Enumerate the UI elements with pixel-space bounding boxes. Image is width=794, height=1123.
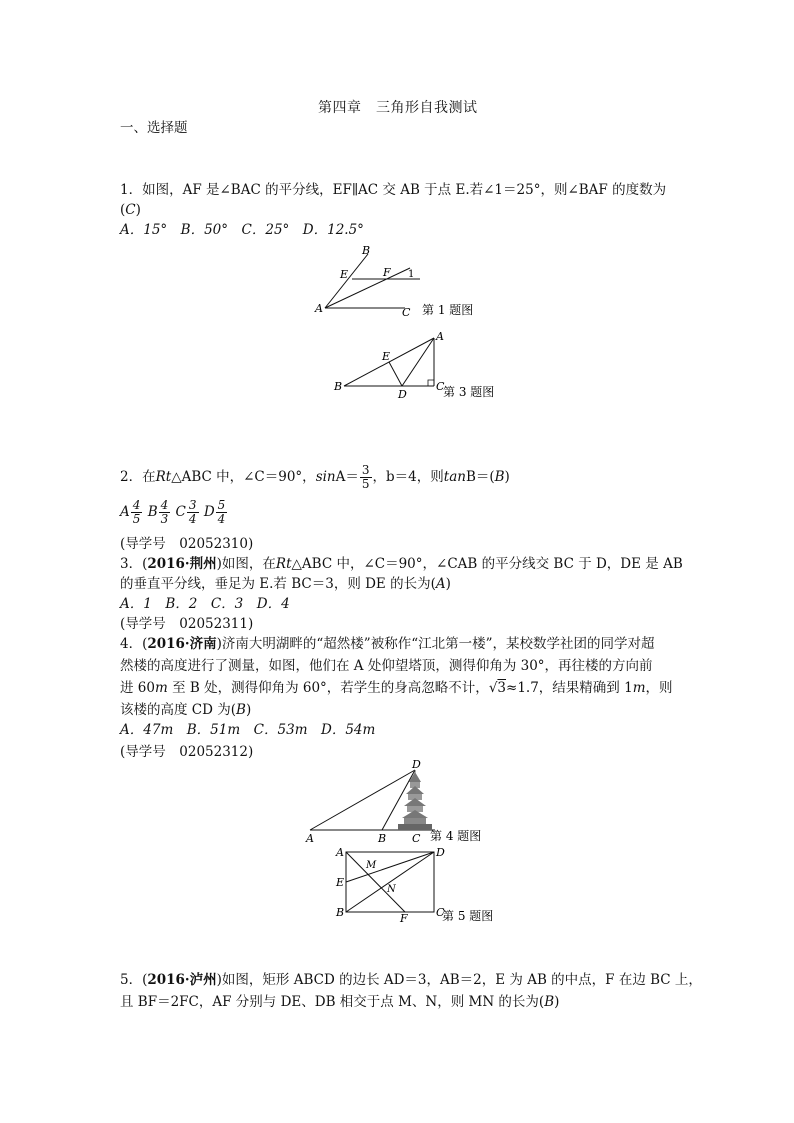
fig3-label-c: C	[436, 380, 445, 393]
fig3-caption: 第 3 题图	[443, 385, 495, 399]
fig1-line-ab	[325, 254, 368, 308]
fig5-label-n: N	[387, 884, 396, 895]
fig5-label-c: C	[436, 906, 445, 919]
fig4-label-d: D	[412, 758, 421, 771]
q2-option-d: D $\frac{5}{4}$	[203, 498, 226, 526]
q1-line1: 1．如图，AF 是∠BAC 的平分线，EF∥AC 交 AB 于点 E.若∠1＝25°，则∠BAF 的度数为	[120, 182, 667, 198]
fig4-caption: 第 4 题图	[430, 829, 482, 843]
figure-q4	[300, 758, 500, 846]
q2-option-b: B $\frac{4}{3}$	[147, 498, 169, 526]
fig4-label-a: A	[306, 832, 314, 845]
fig5-label-b: B	[336, 906, 345, 919]
q4-guide-number: (导学号 02052312)	[120, 744, 254, 760]
fig1-label-e: E	[340, 268, 349, 281]
q2-sin-fraction: $\frac{3}{5}$	[361, 463, 370, 491]
q3-line2: 的垂直平分线，垂足为 E.若 BC＝3，则 DE 的长为(A)	[120, 576, 451, 592]
q3-guide-number: (导学号 02052311)	[120, 616, 254, 632]
q4-line2: 然楼的高度进行了测量，如图，他们在 A 处仰望塔顶，测得仰角为 30°，再往楼的方向前	[120, 658, 653, 674]
fig5-line-de	[346, 852, 434, 882]
pagoda-icon	[398, 770, 432, 830]
fig5-caption: 第 5 题图	[442, 909, 494, 923]
fig3-label-b: B	[334, 380, 343, 393]
q2-line1: 2．在Rt△ABC 中，∠C＝90°，sinA＝ $\frac{3}{5}$ ，b＝4，则tanB＝(B)	[120, 463, 510, 491]
section-heading: 一、选择题	[120, 120, 188, 136]
fig3-label-d: D	[398, 388, 407, 401]
q5-line1: 5．(2016·泸州)如图，矩形 ABCD 的边长 AD＝3，AB＝2，E 为 AB 的中点，F 在边 BC 上，	[120, 972, 702, 988]
fig5-label-e: E	[336, 876, 345, 889]
page-title: 第四章 三角形自我测试	[318, 100, 478, 116]
q1-options: A．15° B．50° C．25° D．12.5°	[120, 222, 364, 238]
fig4-sightline-a	[310, 770, 415, 830]
figure-q5	[330, 844, 510, 924]
fig1-label-angle1: 1	[408, 269, 415, 280]
q1-answer: (C)	[120, 202, 141, 218]
q2-option-c: C $\frac{3}{4}$	[175, 498, 197, 526]
fig3-label-a: A	[436, 330, 444, 343]
fig3-line-ed	[389, 362, 402, 386]
q5-line2: 且 BF＝2FC，AF 分别与 DE、DB 相交于点 M、N，则 MN 的长为(B)	[120, 994, 560, 1010]
fig1-label-b: B	[362, 244, 371, 257]
fig1-caption: 第 1 题图	[422, 303, 474, 317]
fig4-label-b: B	[378, 832, 387, 845]
fig3-line-ad	[402, 338, 434, 386]
q4-line4: 该楼的高度 CD 为(B)	[120, 702, 252, 718]
q3-options: A．1 B．2 C．3 D．4	[120, 596, 290, 612]
fig4-label-c: C	[412, 832, 421, 845]
fig5-line-db	[346, 852, 434, 912]
q4-options: A．47m B．51m C．53m D．54m	[120, 722, 376, 738]
fig5-label-a: A	[336, 846, 344, 859]
q2-guide-number: (导学号 02052310)	[120, 536, 254, 552]
fig1-label-f: F	[383, 266, 391, 279]
q2-option-a: A $\frac{4}{5}$	[120, 498, 141, 526]
figure-q3	[330, 330, 510, 402]
fig5-label-f: F	[400, 912, 408, 924]
q4-line3: 进 60m 至 B 处，测得仰角为 60°，若学生的身高忽略不计，√3≈1.7，结果精确到 1m，则	[120, 680, 673, 696]
q2-options	[120, 496, 228, 528]
fig3-right-angle	[428, 380, 434, 386]
fig3-label-e: E	[382, 350, 391, 363]
fig1-label-a: A	[315, 302, 323, 315]
fig1-line-af	[325, 268, 410, 308]
fig5-label-m: M	[366, 860, 377, 871]
fig5-label-d: D	[436, 846, 445, 859]
figure-q1	[310, 240, 490, 320]
q3-line1: 3．(2016·荆州)如图，在Rt△ABC 中，∠C＝90°，∠CAB 的平分线交 BC 于 D，DE 是 AB	[120, 556, 683, 572]
fig1-label-c: C	[402, 306, 411, 319]
q4-line1: 4．(2016·济南)济南大明湖畔的“超然楼”被称作“江北第一楼”，某校数学社团的同学对超	[120, 636, 655, 652]
